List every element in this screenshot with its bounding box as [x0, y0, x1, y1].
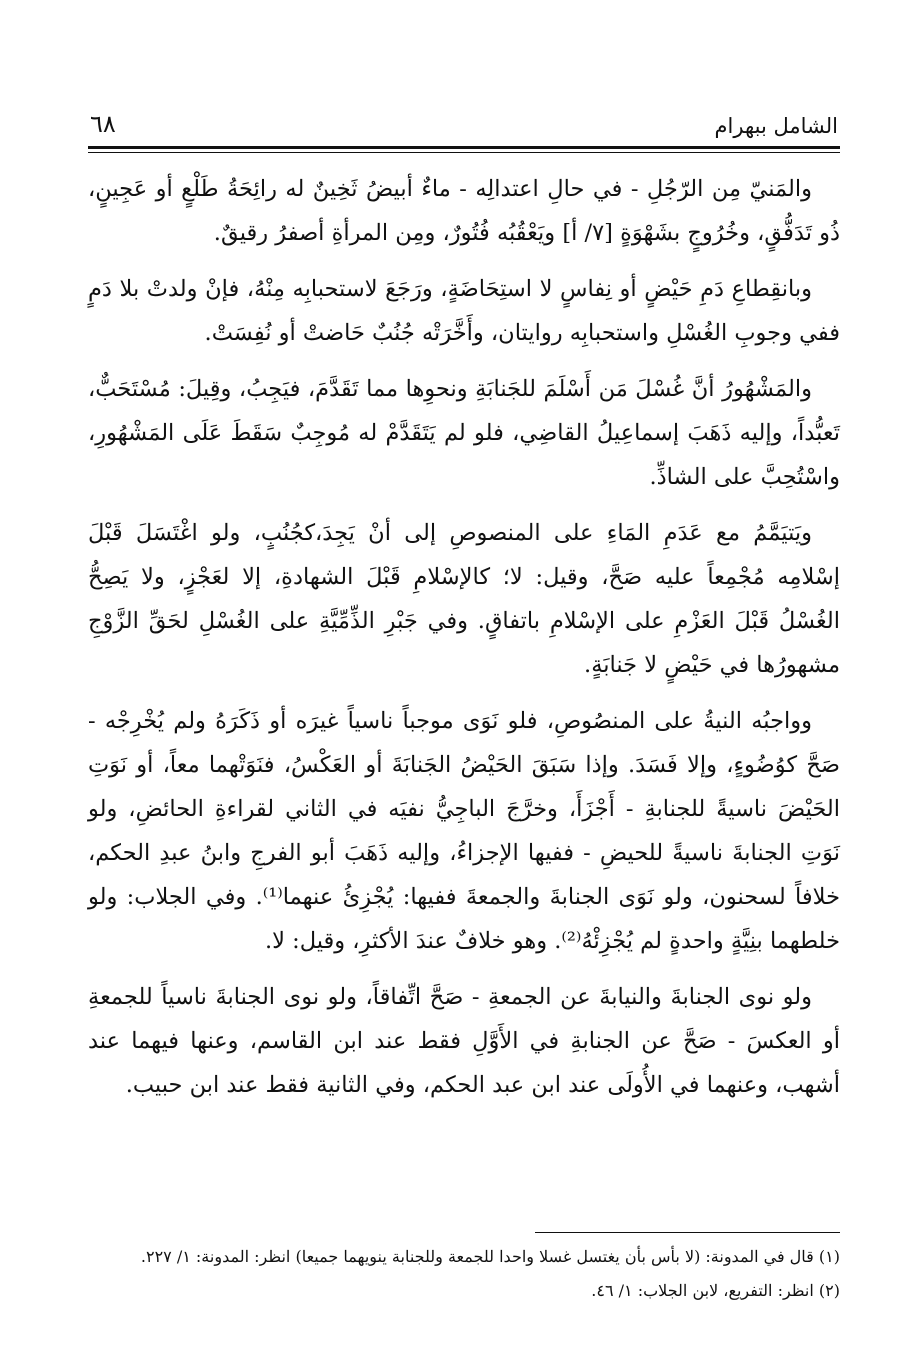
main-text — [88, 167, 840, 1107]
footnote-1: (١) قال في المدونة: (لا بأس بأن يغتسل غسلا واحدا للجمعة وللجنابة ينويهما جميعا) انظر: المدونة: ١/ ٢٢٧. — [140, 1247, 840, 1266]
header-rule-thick — [88, 146, 840, 149]
paragraph-2: وبانقِطاعِ دَمِ حَيْضٍ أو نِفاسٍ لا استِحَاضَةٍ، ورَجَعَ لاستحبابِه مِنْهُ، فإنْ ولدتْ بلا دَمٍ ففي وجوبِ الغُسْلِ واستحبابِه روايتان، وأَخَّرَتْه جُنُبٌ حَاضتْ أو نُفِسَتْ. — [88, 276, 840, 346]
page-number: ٦٨ — [90, 110, 116, 138]
paragraph-1: والمَنيّ مِن الرّجُلِ - في حالِ اعتدالِه - ماءٌ أبيضُ ثَخِينٌ له رائِحَةُ طَلْعٍ أو عَجِينٍ، ذُو تَدَفُّقٍ، وخُرُوجٍ بشَهْوَةٍ [٧/ أ] ويَعْقُبُه فُتُورٌ، ومِن المرأةِ أصفرُ رقيقٌ. — [88, 176, 840, 246]
footnote-separator — [535, 1232, 840, 1233]
header-rule-thin — [88, 152, 840, 153]
paragraph-5: وواجبُه النيةُ على المنصُوصِ، فلو نَوَى موجباً ناسياً غيرَه أو ذَكَرَهُ ولم يُخْرِجْه - صَحَّ كوُضُوءٍ، وإلا فَسَدَ. وإذا سَبَقَ الحَيْضُ الجَنابَةَ أو العَكْسُ، فنَوَتْهما معاً، أو نَوَتِ الحَيْضَ ناسيةً للجنابةِ - أَجْزَأَ، وخرَّجَ الباجِيُّ نفيَه في الثاني لقراءةِ الحائضِ، ولو نَوَتِ الجنابةَ ناسيةً للحيضِ - ففيها الإجزاءُ، وإليه ذَهَبَ أبو الفرجِ وابنُ عبدِ الحكم، خلافاً لسحنون، ولو نَوَى الجنابةَ والجمعةَ ففيها: يُجْزِئُ عنهما⁽¹⁾. وفي الجلاب: ولو خلطهما بنِيَّةٍ واحدةٍ لم يُجْزِئْهُ⁽²⁾. وهو خلافٌ عندَ الأكثرِ، وقيل: لا. — [88, 708, 841, 954]
page-header — [88, 92, 840, 138]
book-page — [88, 92, 841, 1300]
paragraph-3: والمَشْهُورُ أنَّ غُسْلَ مَن أَسْلَمَ للجَنابَةِ ونحوِها مما تَقَدَّمَ، فيَجِبُ، وقِيلَ: مُسْتَحَبٌّ، تَعبُّداً، وإليه ذَهَبَ إسماعِيلُ القاضِي، فلو لم يَتَقَدَّمْ له مُوجِبٌ سَقَطَ عَلَى المَشْهُورِ، واسْتُحِبَّ على الشاذِّ. — [88, 376, 840, 490]
paragraph-6: ولو نوى الجنابةَ والنيابةَ عن الجمعةِ - صَحَّ اتِّفاقاً، ولو نوى الجنابةَ ناسياً للجمعةِ أو العكسَ - صَحَّ عن الجنابةِ في الأَوَّلِ فقط عند ابن القاسم، وعنها فيهما عند أشهب، وعنهما في الأُولَى عند ابن عبد الحكم، وفي الثانية فقط عند ابن حبيب. — [88, 984, 840, 1098]
footnotes — [88, 1240, 840, 1308]
paragraph-4: ويَتيَمَّمُ مع عَدَمِ المَاءِ على المنصوصِ إلى أنْ يَجِدَ،كجُنُبٍ، ولو اغْتَسَلَ قَبْلَ إسْلامِه مُجْمِعاً عليه صَحَّ، وقيل: لا؛ كالإسْلامِ قَبْلَ الشهادةِ، إلا لعَجْزٍ، ولا يَصِحُّ الغُسْلُ قَبْلَ العَزْمِ على الإسْلامِ باتفاقٍ. وفي جَبْرِ الذِّمِّيَّةِ على الغُسْلِ لحَقِّ الزَّوْجِ مشهورُها في حَيْضٍ لا جَنابَةٍ. — [88, 520, 840, 678]
running-title: الشامل ببهرام — [714, 114, 838, 138]
footnote-2: (٢) انظر: التفريع، لابن الجلاب: ١/ ٤٦. — [591, 1281, 840, 1300]
